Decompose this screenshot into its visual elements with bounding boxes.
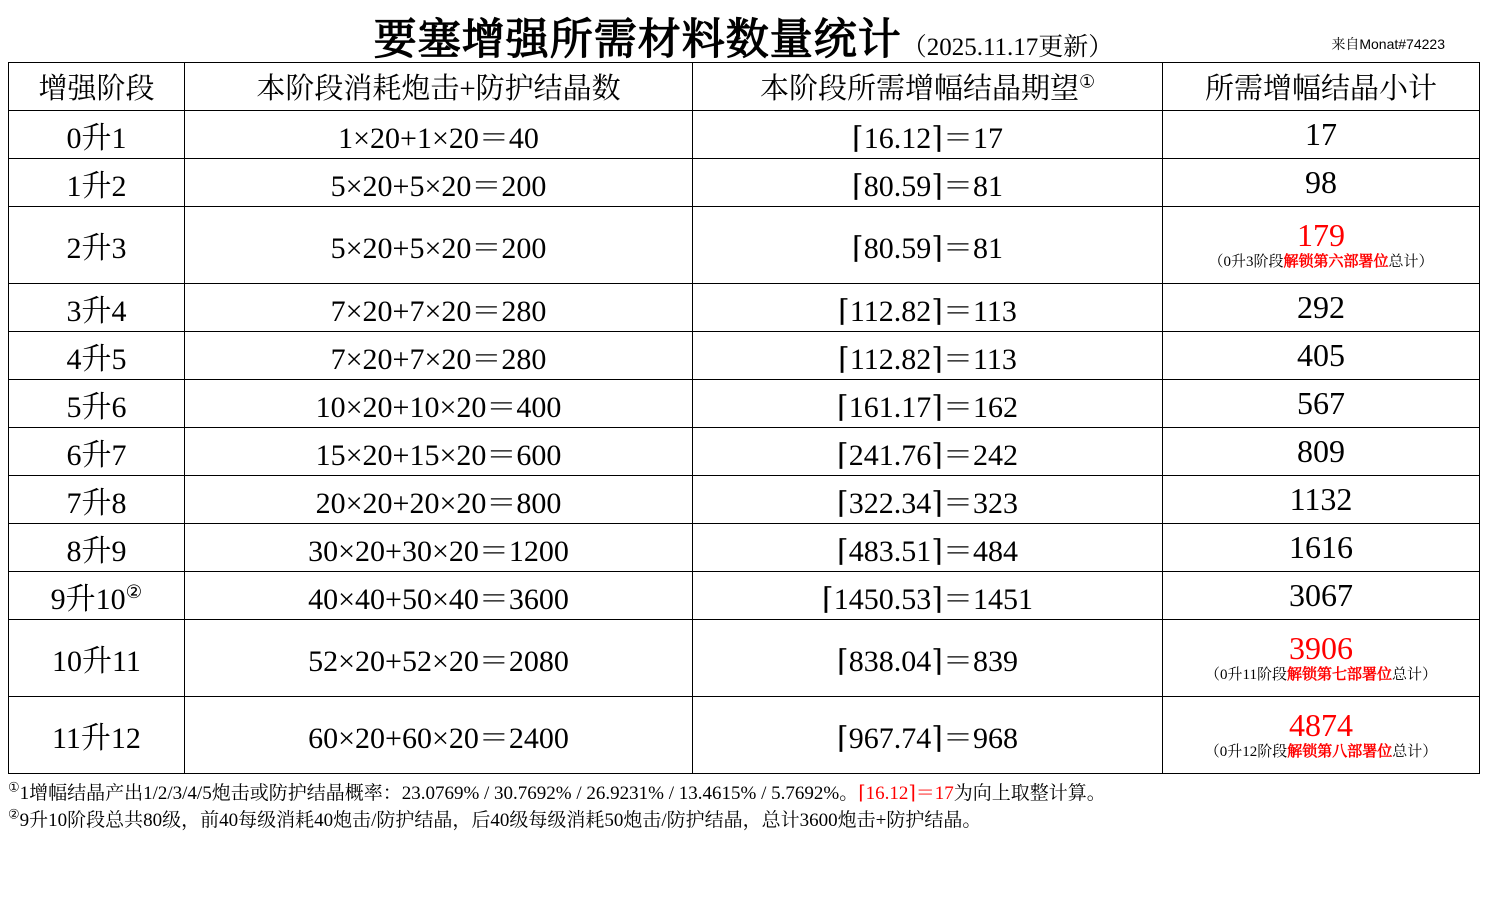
subtotal-note-suffix: 总计）	[1391, 667, 1437, 684]
cell-subtotal	[1163, 476, 1480, 524]
cell-subtotal	[1163, 697, 1480, 774]
subtotal-value: 1616	[1289, 528, 1353, 565]
cell-stage	[9, 332, 185, 380]
cell-cost: 7×20+7×20＝280	[185, 284, 693, 332]
table-row	[9, 284, 1480, 332]
cell-subtotal	[1163, 111, 1480, 159]
subtotal-value: 98	[1305, 163, 1337, 200]
cell-stage	[9, 284, 185, 332]
cell-expectation: ⌈967.74⌉＝968	[693, 697, 1163, 774]
subtotal-value: 809	[1297, 432, 1345, 469]
cell-cost: 7×20+7×20＝280	[185, 332, 693, 380]
cell-stage	[9, 380, 185, 428]
cell-stage	[9, 476, 185, 524]
credit-label: 来自Monat#74223	[1331, 36, 1445, 52]
subtotal-note-highlight: 解锁第八部署位	[1287, 744, 1393, 761]
cell-expectation: ⌈112.82⌉＝113	[693, 332, 1163, 380]
cell-stage	[9, 697, 185, 774]
column-header-stage: 增强阶段	[9, 63, 185, 111]
update-date: （2025.11.17更新）	[901, 34, 1114, 61]
subtotal-note-highlight: 解锁第六部署位	[1283, 254, 1389, 271]
cell-subtotal	[1163, 524, 1480, 572]
table-header	[9, 63, 1480, 111]
stage-label: 1升2	[66, 169, 127, 203]
cell-expectation: ⌈483.51⌉＝484	[693, 524, 1163, 572]
subtotal-value: 292	[1297, 288, 1345, 325]
title-row	[8, 0, 1479, 62]
footnote-1-red-text: ⌈16.12⌉＝17	[858, 783, 954, 804]
cell-subtotal	[1163, 332, 1480, 380]
table-row	[9, 111, 1480, 159]
footnote-1	[8, 781, 1479, 808]
footnote-1-text-after: 为向上取整计算。	[953, 783, 1106, 804]
subtotal-note	[1163, 253, 1479, 271]
footnote-1-marker-icon: ①	[8, 779, 20, 795]
table-row	[9, 159, 1480, 207]
table-row	[9, 524, 1480, 572]
subtotal-note	[1163, 743, 1479, 761]
table-row	[9, 332, 1480, 380]
stage-label: 3升4	[66, 294, 127, 328]
table-row	[9, 476, 1480, 524]
cell-expectation: ⌈112.82⌉＝113	[693, 284, 1163, 332]
table-row	[9, 380, 1480, 428]
stage-label: 2升3	[66, 232, 127, 265]
table-row	[9, 207, 1480, 284]
materials-table	[8, 62, 1480, 774]
cell-expectation: ⌈80.59⌉＝81	[693, 159, 1163, 207]
cell-cost: 30×20+30×20＝1200	[185, 524, 693, 572]
column-header-cost: 本阶段消耗炮击+防护结晶数	[185, 63, 693, 111]
subtotal-note-prefix: （0升12阶段	[1204, 744, 1288, 761]
footnote-2	[8, 808, 1479, 835]
subtotal-value: 17	[1305, 115, 1337, 152]
cell-subtotal	[1163, 284, 1480, 332]
stage-label: 4升5	[66, 342, 127, 376]
footnote-1-text: 1增幅结晶产出1/2/3/4/5炮击或防护结晶概率：23.0769% / 30.7692% / 26.9231% / 13.4615% / 5.7692%。	[19, 783, 859, 804]
table-row	[9, 620, 1480, 697]
subtotal-value: 4874	[1289, 706, 1353, 743]
cell-cost: 5×20+5×20＝200	[185, 207, 693, 284]
cell-cost: 40×40+50×40＝3600	[185, 572, 693, 620]
stage-label: 6升7	[66, 438, 127, 472]
cell-subtotal	[1163, 159, 1480, 207]
stage-label: 0升1	[66, 121, 127, 155]
cell-cost: 60×20+60×20＝2400	[185, 697, 693, 774]
cell-stage	[9, 428, 185, 476]
subtotal-note-prefix: （0升11阶段	[1205, 667, 1287, 684]
cell-cost: 10×20+10×20＝400	[185, 380, 693, 428]
cell-expectation: ⌈161.17⌉＝162	[693, 380, 1163, 428]
footnotes	[8, 781, 1479, 835]
cell-expectation: ⌈241.76⌉＝242	[693, 428, 1163, 476]
footnote-marker-1-icon: ①	[1078, 71, 1096, 92]
column-header-subtotal: 所需增幅结晶小计	[1163, 63, 1480, 111]
cell-subtotal	[1163, 428, 1480, 476]
stage-label: 9升10	[50, 582, 126, 616]
subtotal-value: 405	[1297, 336, 1345, 373]
cell-stage	[9, 524, 185, 572]
cell-stage	[9, 207, 185, 284]
subtotal-value: 179	[1297, 216, 1345, 253]
table-body	[9, 111, 1480, 774]
subtotal-note-highlight: 解锁第七部署位	[1286, 667, 1392, 684]
table-row	[9, 428, 1480, 476]
stage-label: 7升8	[66, 486, 127, 520]
subtotal-note	[1163, 666, 1479, 684]
cell-subtotal	[1163, 380, 1480, 428]
table-header-row	[9, 63, 1480, 111]
cell-cost: 5×20+5×20＝200	[185, 159, 693, 207]
stage-label: 5升6	[66, 390, 127, 424]
subtotal-value: 3906	[1289, 629, 1353, 666]
subtotal-value: 3067	[1289, 576, 1353, 613]
footnote-2-marker-icon: ②	[8, 806, 20, 822]
page-title: 要塞增强所需材料数量统计	[373, 17, 902, 64]
table-row	[9, 697, 1480, 774]
cell-stage	[9, 111, 185, 159]
cell-cost: 52×20+52×20＝2080	[185, 620, 693, 697]
column-header-expectation-text: 本阶段所需增幅结晶期望	[759, 73, 1079, 105]
column-header-expectation	[693, 63, 1163, 111]
cell-expectation: ⌈16.12⌉＝17	[693, 111, 1163, 159]
cell-expectation: ⌈322.34⌉＝323	[693, 476, 1163, 524]
cell-expectation: ⌈80.59⌉＝81	[693, 207, 1163, 284]
cell-stage	[9, 572, 185, 620]
cell-expectation: ⌈1450.53⌉＝1451	[693, 572, 1163, 620]
cell-subtotal	[1163, 207, 1480, 284]
subtotal-note-suffix: 总计）	[1392, 744, 1438, 761]
cell-subtotal	[1163, 572, 1480, 620]
cell-expectation: ⌈838.04⌉＝839	[693, 620, 1163, 697]
cell-stage	[9, 159, 185, 207]
footnote-2-text: 9升10阶段总共80级，前40每级消耗40炮击/防护结晶，后40级每级消耗50炮击/防护结晶，总计3600炮击+防护结晶。	[19, 809, 982, 831]
table-row	[9, 572, 1480, 620]
subtotal-note-prefix: （0升3阶段	[1208, 254, 1284, 271]
cell-cost: 20×20+20×20＝800	[185, 476, 693, 524]
stage-label: 10升11	[52, 645, 141, 678]
cell-cost: 15×20+15×20＝600	[185, 428, 693, 476]
stage-label: 8升9	[66, 534, 127, 568]
cell-subtotal	[1163, 620, 1480, 697]
subtotal-value: 1132	[1289, 480, 1353, 517]
cell-cost: 1×20+1×20＝40	[185, 111, 693, 159]
stage-label: 11升12	[52, 722, 141, 755]
footnote-marker-2-icon: ②	[125, 581, 143, 603]
subtotal-note-suffix: 总计）	[1388, 254, 1434, 271]
cell-stage	[9, 620, 185, 697]
subtotal-value: 567	[1297, 384, 1345, 421]
